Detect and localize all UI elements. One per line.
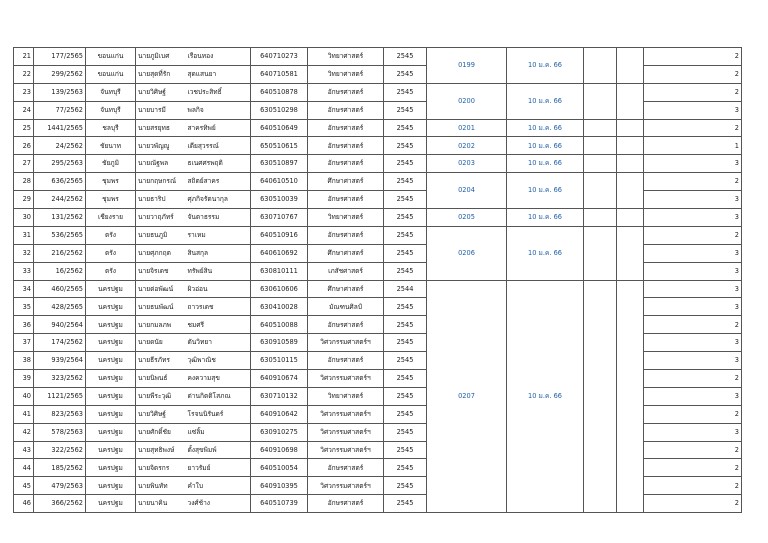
- empty-cell: [584, 83, 617, 119]
- ref-number: 939/2564: [34, 352, 86, 370]
- student-id: 630510115: [251, 352, 308, 370]
- empty-cell: [584, 137, 617, 155]
- last-name: ผิวอ่อน: [186, 280, 251, 298]
- student-id: 640910395: [251, 477, 308, 495]
- last-name: ยาวรัมย์: [186, 459, 251, 477]
- student-id: 630410028: [251, 298, 308, 316]
- table-row: [14, 155, 742, 173]
- province: เชียงราย: [86, 209, 136, 227]
- last-name: สาครทิพย์: [186, 119, 251, 137]
- empty-cell: [617, 280, 644, 513]
- province: นครปฐม: [86, 477, 136, 495]
- year: 2545: [384, 334, 427, 352]
- student-id: 630710132: [251, 387, 308, 405]
- score-cell: 2: [644, 65, 742, 83]
- table-row: [14, 119, 742, 137]
- last-name: วงศ์ช้าง: [186, 495, 251, 513]
- score-cell: 3: [644, 387, 742, 405]
- ref-number: 428/2565: [34, 298, 86, 316]
- student-id: 630510039: [251, 191, 308, 209]
- last-name: วุฒิพาณิช: [186, 352, 251, 370]
- province: ชัยภูมิ: [86, 155, 136, 173]
- faculty: อักษรศาสตร์: [308, 101, 384, 119]
- ref-number: 578/2563: [34, 423, 86, 441]
- first-name: นายณัฐพล: [136, 155, 186, 173]
- ref-number: 940/2564: [34, 316, 86, 334]
- row-number: 23: [14, 83, 34, 101]
- faculty: วิศวกรรมศาสตร์ฯ: [308, 441, 384, 459]
- ref-number: 24/2562: [34, 137, 86, 155]
- year: 2545: [384, 387, 427, 405]
- ref-number: 299/2562: [34, 65, 86, 83]
- faculty: อักษรศาสตร์: [308, 316, 384, 334]
- score-cell: 2: [644, 477, 742, 495]
- student-id: 640510649: [251, 119, 308, 137]
- year: 2545: [384, 477, 427, 495]
- ref-number: 1121/2565: [34, 387, 86, 405]
- score-cell: 3: [644, 334, 742, 352]
- province: นครปฐม: [86, 441, 136, 459]
- student-id: 630810111: [251, 262, 308, 280]
- last-name: คำใบ: [186, 477, 251, 495]
- student-id: 630510298: [251, 101, 308, 119]
- first-name: นายกมลภพ: [136, 316, 186, 334]
- year: 2545: [384, 65, 427, 83]
- last-name: พลกิจ: [186, 101, 251, 119]
- first-name: นายจิรเดช: [136, 262, 186, 280]
- province: นครปฐม: [86, 316, 136, 334]
- score-cell: 3: [644, 155, 742, 173]
- student-id: 640710581: [251, 65, 308, 83]
- empty-cell: [617, 48, 644, 84]
- last-name: เรือนทอง: [186, 48, 251, 66]
- row-number: 24: [14, 101, 34, 119]
- year: 2545: [384, 83, 427, 101]
- ref-number: 77/2562: [34, 101, 86, 119]
- row-number: 22: [14, 65, 34, 83]
- row-number: 46: [14, 495, 34, 513]
- province: ตรัง: [86, 244, 136, 262]
- empty-cell: [617, 226, 644, 280]
- student-id: 640510088: [251, 316, 308, 334]
- first-name: นายนาคิน: [136, 495, 186, 513]
- empty-cell: [584, 280, 617, 513]
- student-id: 630510897: [251, 155, 308, 173]
- first-name: นายภูมิเบศ: [136, 48, 186, 66]
- faculty: วิศวกรรมศาสตร์ฯ: [308, 334, 384, 352]
- last-name: ชมศรี: [186, 316, 251, 334]
- code-cell: 0204: [427, 173, 507, 209]
- data-table: [13, 47, 742, 513]
- province: นครปฐม: [86, 298, 136, 316]
- ref-number: 1441/2565: [34, 119, 86, 137]
- date-cell: 10 ม.ค. 66: [507, 280, 584, 513]
- student-id: 640510054: [251, 459, 308, 477]
- student-id: 630610606: [251, 280, 308, 298]
- first-name: นายสรยุทธ: [136, 119, 186, 137]
- province: นครปฐม: [86, 280, 136, 298]
- empty-cell: [584, 173, 617, 209]
- score-cell: 2: [644, 173, 742, 191]
- table-body: [14, 48, 742, 513]
- score-cell: 3: [644, 191, 742, 209]
- faculty: อักษรศาสตร์: [308, 137, 384, 155]
- first-name: นายสุทธิพงษ์: [136, 441, 186, 459]
- table-row: [14, 226, 742, 244]
- year: 2545: [384, 423, 427, 441]
- student-id: 640910642: [251, 405, 308, 423]
- faculty: วิทยาศาสตร์: [308, 387, 384, 405]
- score-cell: 2: [644, 83, 742, 101]
- score-cell: 2: [644, 119, 742, 137]
- faculty: วิศวกรรมศาสตร์ฯ: [308, 477, 384, 495]
- faculty: อักษรศาสตร์: [308, 83, 384, 101]
- ref-number: 322/2562: [34, 441, 86, 459]
- empty-cell: [617, 137, 644, 155]
- first-name: นายต่อพัฒน์: [136, 280, 186, 298]
- year: 2545: [384, 244, 427, 262]
- first-name: นายจิตรกร: [136, 459, 186, 477]
- code-cell: 0201: [427, 119, 507, 137]
- year: 2545: [384, 48, 427, 66]
- ref-number: 536/2565: [34, 226, 86, 244]
- empty-cell: [617, 209, 644, 227]
- province: จันทบุรี: [86, 83, 136, 101]
- first-name: นายพีระวุฒิ: [136, 387, 186, 405]
- province: ขอนแก่น: [86, 65, 136, 83]
- code-cell: 0205: [427, 209, 507, 227]
- year: 2545: [384, 137, 427, 155]
- province: ชลบุรี: [86, 119, 136, 137]
- first-name: นายพินทัท: [136, 477, 186, 495]
- last-name: ธเนศศรพฤติ: [186, 155, 251, 173]
- score-cell: 2: [644, 226, 742, 244]
- faculty: วิทยาศาสตร์: [308, 48, 384, 66]
- last-name: สินสกุล: [186, 244, 251, 262]
- last-name: จันตาธรรม: [186, 209, 251, 227]
- year: 2544: [384, 280, 427, 298]
- province: นครปฐม: [86, 495, 136, 513]
- empty-cell: [584, 209, 617, 227]
- score-cell: 2: [644, 459, 742, 477]
- student-id: 630910275: [251, 423, 308, 441]
- ref-number: 131/2562: [34, 209, 86, 227]
- score-cell: 3: [644, 244, 742, 262]
- row-number: 34: [14, 280, 34, 298]
- date-cell: 10 ม.ค. 66: [507, 119, 584, 137]
- faculty: วิศวกรรมศาสตร์ฯ: [308, 423, 384, 441]
- first-name: นายกฤษกรณ์: [136, 173, 186, 191]
- date-cell: 10 ม.ค. 66: [507, 226, 584, 280]
- empty-cell: [617, 83, 644, 119]
- year: 2545: [384, 316, 427, 334]
- first-name: นายธนภูมิ: [136, 226, 186, 244]
- score-cell: 2: [644, 316, 742, 334]
- student-id: 640610510: [251, 173, 308, 191]
- faculty: วิทยาศาสตร์: [308, 65, 384, 83]
- year: 2545: [384, 495, 427, 513]
- row-number: 32: [14, 244, 34, 262]
- row-number: 41: [14, 405, 34, 423]
- row-number: 26: [14, 137, 34, 155]
- student-id: 640510739: [251, 495, 308, 513]
- province: นครปฐม: [86, 387, 136, 405]
- score-cell: 3: [644, 298, 742, 316]
- province: ขอนแก่น: [86, 48, 136, 66]
- last-name: เตียสุวรรณ์: [186, 137, 251, 155]
- province: ชุมพร: [86, 173, 136, 191]
- score-cell: 3: [644, 352, 742, 370]
- ref-number: 177/2565: [34, 48, 86, 66]
- faculty: อักษรศาสตร์: [308, 226, 384, 244]
- year: 2545: [384, 352, 427, 370]
- ref-number: 295/2563: [34, 155, 86, 173]
- row-number: 28: [14, 173, 34, 191]
- province: ตรัง: [86, 262, 136, 280]
- year: 2545: [384, 101, 427, 119]
- row-number: 43: [14, 441, 34, 459]
- first-name: นายนิพนธ์: [136, 370, 186, 388]
- faculty: อักษรศาสตร์: [308, 352, 384, 370]
- province: ชุมพร: [86, 191, 136, 209]
- year: 2545: [384, 119, 427, 137]
- row-number: 36: [14, 316, 34, 334]
- province: จันทบุรี: [86, 101, 136, 119]
- score-cell: 3: [644, 280, 742, 298]
- code-cell: 0206: [427, 226, 507, 280]
- faculty: เภสัชศาสตร์: [308, 262, 384, 280]
- score-cell: 2: [644, 495, 742, 513]
- ref-number: 174/2562: [34, 334, 86, 352]
- faculty: วิศวกรรมศาสตร์ฯ: [308, 370, 384, 388]
- ref-number: 244/2562: [34, 191, 86, 209]
- year: 2545: [384, 262, 427, 280]
- faculty: ศึกษาศาสตร์: [308, 173, 384, 191]
- first-name: นายดนัย: [136, 334, 186, 352]
- province: ตรัง: [86, 226, 136, 244]
- last-name: ถาวรเดช: [186, 298, 251, 316]
- first-name: นายศักดิ์ชัย: [136, 423, 186, 441]
- date-cell: 10 ม.ค. 66: [507, 155, 584, 173]
- row-number: 33: [14, 262, 34, 280]
- last-name: ทรัพย์สิน: [186, 262, 251, 280]
- last-name: โรจนนิรันดร์: [186, 405, 251, 423]
- ref-number: 823/2563: [34, 405, 86, 423]
- last-name: สถิตย์สาคร: [186, 173, 251, 191]
- date-cell: 10 ม.ค. 66: [507, 48, 584, 84]
- code-cell: 0200: [427, 83, 507, 119]
- table-row: [14, 83, 742, 101]
- first-name: นายวพัญญู: [136, 137, 186, 155]
- student-id: 630710767: [251, 209, 308, 227]
- year: 2545: [384, 191, 427, 209]
- table-row: [14, 209, 742, 227]
- year: 2545: [384, 441, 427, 459]
- province: นครปฐม: [86, 352, 136, 370]
- year: 2545: [384, 370, 427, 388]
- first-name: นายวิศิษฐ์: [136, 83, 186, 101]
- faculty: อักษรศาสตร์: [308, 191, 384, 209]
- score-cell: 3: [644, 262, 742, 280]
- score-cell: 2: [644, 48, 742, 66]
- code-cell: 0207: [427, 280, 507, 513]
- date-cell: 10 ม.ค. 66: [507, 173, 584, 209]
- row-number: 45: [14, 477, 34, 495]
- student-id: 630910589: [251, 334, 308, 352]
- row-number: 27: [14, 155, 34, 173]
- score-cell: 1: [644, 137, 742, 155]
- province: นครปฐม: [86, 459, 136, 477]
- ref-number: 185/2562: [34, 459, 86, 477]
- empty-cell: [584, 119, 617, 137]
- score-cell: 3: [644, 209, 742, 227]
- year: 2545: [384, 298, 427, 316]
- last-name: เวชประสิทธิ์: [186, 83, 251, 101]
- table-row: [14, 280, 742, 298]
- date-cell: 10 ม.ค. 66: [507, 209, 584, 227]
- row-number: 42: [14, 423, 34, 441]
- student-id: 640710273: [251, 48, 308, 66]
- province: นครปฐม: [86, 405, 136, 423]
- row-number: 21: [14, 48, 34, 66]
- faculty: อักษรศาสตร์: [308, 155, 384, 173]
- row-number: 38: [14, 352, 34, 370]
- last-name: ตั้งสุขพิมพ์: [186, 441, 251, 459]
- row-number: 40: [14, 387, 34, 405]
- empty-cell: [584, 155, 617, 173]
- province: ชัยนาท: [86, 137, 136, 155]
- ref-number: 636/2565: [34, 173, 86, 191]
- table-row: [14, 137, 742, 155]
- first-name: นายศุภกฤต: [136, 244, 186, 262]
- first-name: นายธนพัฒน์: [136, 298, 186, 316]
- empty-cell: [617, 155, 644, 173]
- score-cell: 2: [644, 405, 742, 423]
- empty-cell: [617, 173, 644, 209]
- year: 2545: [384, 155, 427, 173]
- empty-cell: [617, 119, 644, 137]
- table-row: [14, 48, 742, 66]
- province: นครปฐม: [86, 423, 136, 441]
- empty-cell: [584, 226, 617, 280]
- last-name: ต่านกิตติโสภณ: [186, 387, 251, 405]
- last-name: สุดแสนยา: [186, 65, 251, 83]
- row-number: 37: [14, 334, 34, 352]
- year: 2545: [384, 226, 427, 244]
- ref-number: 139/2563: [34, 83, 86, 101]
- year: 2545: [384, 209, 427, 227]
- faculty: อักษรศาสตร์: [308, 495, 384, 513]
- faculty: ศึกษาศาสตร์: [308, 280, 384, 298]
- ref-number: 479/2563: [34, 477, 86, 495]
- student-id: 640910674: [251, 370, 308, 388]
- row-number: 29: [14, 191, 34, 209]
- last-name: แซ่ลิ้ม: [186, 423, 251, 441]
- faculty: มัณฑนศิลป์: [308, 298, 384, 316]
- year: 2545: [384, 459, 427, 477]
- code-cell: 0202: [427, 137, 507, 155]
- student-id: 640510878: [251, 83, 308, 101]
- first-name: นายสุดที่รัก: [136, 65, 186, 83]
- ref-number: 366/2562: [34, 495, 86, 513]
- code-cell: 0203: [427, 155, 507, 173]
- score-cell: 3: [644, 101, 742, 119]
- faculty: อักษรศาสตร์: [308, 459, 384, 477]
- ref-number: 216/2562: [34, 244, 86, 262]
- student-id: 640910698: [251, 441, 308, 459]
- date-cell: 10 ม.ค. 66: [507, 137, 584, 155]
- year: 2545: [384, 173, 427, 191]
- student-id: 650510615: [251, 137, 308, 155]
- last-name: ราเหม: [186, 226, 251, 244]
- row-number: 35: [14, 298, 34, 316]
- date-cell: 10 ม.ค. 66: [507, 83, 584, 119]
- row-number: 39: [14, 370, 34, 388]
- row-number: 31: [14, 226, 34, 244]
- first-name: นายธีรภัทร: [136, 352, 186, 370]
- ref-number: 460/2565: [34, 280, 86, 298]
- first-name: นายวาฤภัทร์: [136, 209, 186, 227]
- row-number: 44: [14, 459, 34, 477]
- student-id: 640510916: [251, 226, 308, 244]
- row-number: 25: [14, 119, 34, 137]
- ref-number: 16/2562: [34, 262, 86, 280]
- table-row: [14, 173, 742, 191]
- first-name: นายธาริป: [136, 191, 186, 209]
- year: 2545: [384, 405, 427, 423]
- empty-cell: [584, 48, 617, 84]
- score-cell: 3: [644, 423, 742, 441]
- province: นครปฐม: [86, 334, 136, 352]
- last-name: ศุภกิจรัตนากุล: [186, 191, 251, 209]
- faculty: วิศวกรรมศาสตร์ฯ: [308, 405, 384, 423]
- first-name: นายบารมี: [136, 101, 186, 119]
- code-cell: 0199: [427, 48, 507, 84]
- last-name: คงความสุข: [186, 370, 251, 388]
- score-cell: 2: [644, 441, 742, 459]
- last-name: ตันวิทยา: [186, 334, 251, 352]
- student-id: 640610692: [251, 244, 308, 262]
- faculty: ศึกษาศาสตร์: [308, 244, 384, 262]
- province: นครปฐม: [86, 370, 136, 388]
- faculty: อักษรศาสตร์: [308, 119, 384, 137]
- ref-number: 323/2562: [34, 370, 86, 388]
- row-number: 30: [14, 209, 34, 227]
- faculty: วิทยาศาสตร์: [308, 209, 384, 227]
- score-cell: 2: [644, 370, 742, 388]
- first-name: นายวิศิษฐ์: [136, 405, 186, 423]
